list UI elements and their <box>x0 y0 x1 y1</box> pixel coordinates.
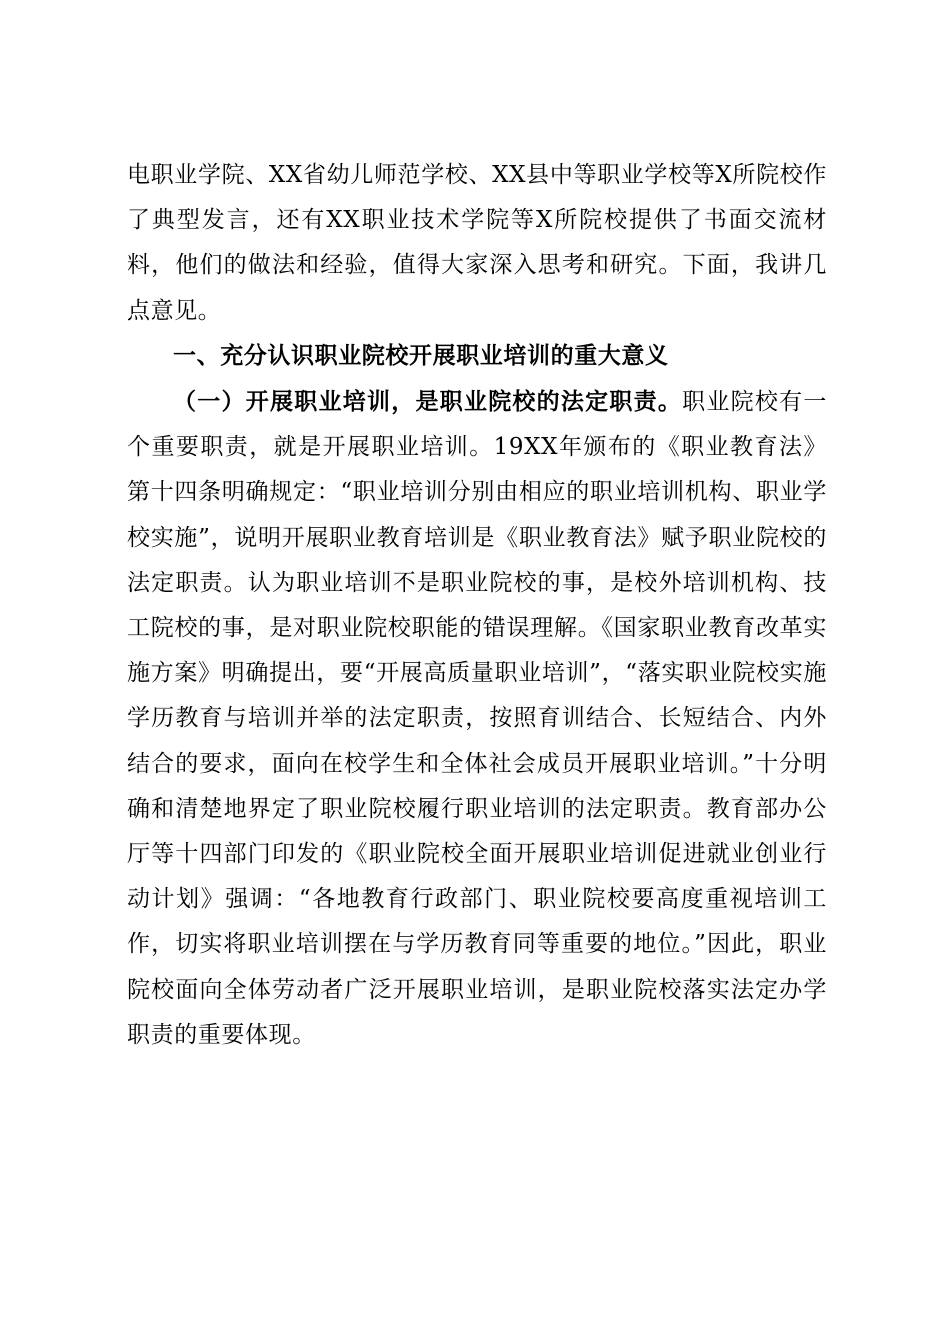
intro-paragraph: 电职业学院、XX省幼儿师范学校、XX县中等职业学校等X所院校作了典型发言，还有XX职业技术学院等X所院校提供了书面交流材料，他们的做法和经验，值得大家深入思考和研究。下面，我讲几点意见。 <box>127 162 827 324</box>
subsection-paragraph <box>127 379 827 1058</box>
subsection-lead: （一）开展职业培训，是职业院校的法定职责。 <box>173 388 683 416</box>
section-heading: 一、充分认识职业院校开展职业培训的重大意义 <box>173 342 669 369</box>
document-body <box>127 153 827 1058</box>
subsection-body: 职业院校有一个重要职责，就是开展职业培训。19XX年颁布的《职业教育法》第十四条明确规定：“职业培训分别由相应的职业培训机构、职业学校实施”，说明开展职业教育培训是《职业教育法》赋予职业院校的法定职责。认为职业培训不是职业院校的事，是校外培训机构、技工院校的事，是对职业院校职能的错误理解。《国家职业教育改革实施方案》明确提出，要“开展高质量职业培训”，“落实职业院校实施学历教育与培训并举的法定职责，按照育训结合、长短结合、内外结合的要求，面向在校学生和全体社会成员开展职业培训。”十分明确和清楚地界定了职业院校履行职业培训的法定职责。教育部办公厅等十四部门印发的《职业院校全面开展职业培训促进就业创业行动计划》强调：“各地教育行政部门、职业院校要高度重视培训工作，切实将职业培训摆在与学历教育同等重要的地位。”因此，职业院校面向全体劳动者广泛开展职业培训，是职业院校落实法定办学职责的重要体现。 <box>127 389 827 1048</box>
